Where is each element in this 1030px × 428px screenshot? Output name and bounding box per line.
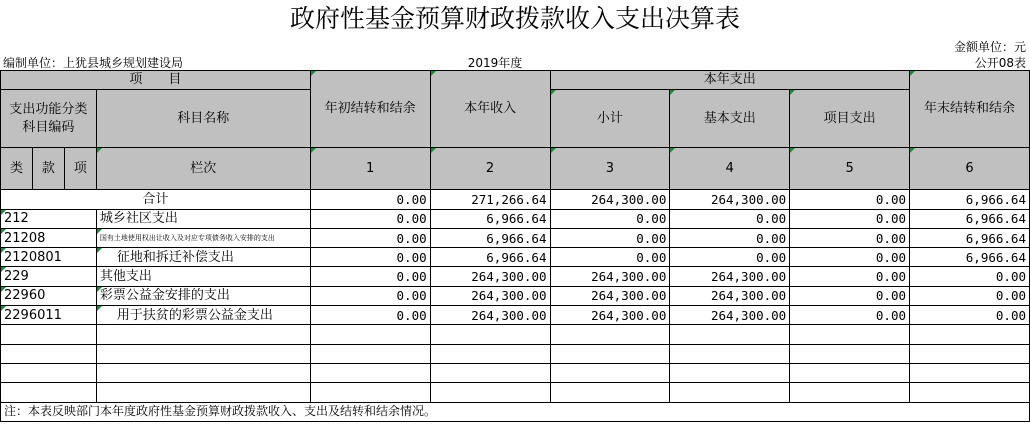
row-code: 2120801 (1, 248, 97, 267)
col-number-1: 1 (310, 148, 430, 190)
table-code: 公开08表 (974, 56, 1026, 70)
row-value: 0.00 (790, 267, 910, 286)
header-item: 项 目 (1, 71, 311, 90)
col-number-6: 6 (910, 148, 1030, 190)
row-value: 6,966.64 (910, 228, 1030, 247)
row-value: 0.00 (790, 286, 910, 305)
header-project-expense: 项目支出 (790, 90, 910, 148)
row-value: 0.00 (790, 228, 910, 247)
table-row (1, 228, 1030, 247)
row-value: 0.00 (310, 209, 430, 228)
row-value: 264,300.00 (550, 267, 670, 286)
row-value: 0.00 (550, 228, 670, 247)
row-value: 6,966.64 (430, 248, 550, 267)
empty-row (1, 363, 1030, 382)
row-value: 0.00 (310, 228, 430, 247)
col-number-5: 5 (790, 148, 910, 190)
empty-row (1, 344, 1030, 363)
row-value: 0.00 (910, 306, 1030, 325)
col-number-2: 2 (430, 148, 550, 190)
row-name: 彩票公益金安排的支出 (96, 286, 310, 305)
col-number-3: 3 (550, 148, 670, 190)
header-lei: 类 (1, 148, 33, 190)
row-value: 264,300.00 (670, 267, 790, 286)
row-value: 6,966.64 (910, 209, 1030, 228)
total-basic-expense: 264,300.00 (670, 190, 790, 209)
row-value: 0.00 (670, 209, 790, 228)
row-value: 264,300.00 (430, 286, 550, 305)
total-subtotal: 264,300.00 (550, 190, 670, 209)
row-code: 2296011 (1, 306, 97, 325)
header-kuan: 款 (32, 148, 64, 190)
row-value: 264,300.00 (430, 306, 550, 325)
header-closing-balance: 年末结转和结余 (910, 71, 1030, 148)
header-basic-expense: 基本支出 (670, 90, 790, 148)
table-note: 注：本表反映部门本年度政府性基金预算财政拨款收入、支出及结转和结余情况。 (1, 402, 1030, 421)
row-value: 264,300.00 (430, 267, 550, 286)
column-row-label: 栏次 (96, 148, 310, 190)
row-value: 6,966.64 (910, 248, 1030, 267)
fiscal-year: 2019年度 (467, 56, 523, 70)
row-code: 212 (1, 209, 97, 228)
fund-budget-table (0, 70, 1030, 422)
header-name-label: 科目名称 (96, 90, 310, 148)
row-name: 国有土地使用权出让收入及对应专项债务收入安排的支出 (96, 228, 310, 247)
row-code: 22960 (1, 286, 97, 305)
row-value: 264,300.00 (550, 306, 670, 325)
amount-unit: 金额单位：元 (953, 40, 1026, 54)
table-row (1, 286, 1030, 305)
table-row (1, 306, 1030, 325)
table-row (1, 248, 1030, 267)
row-name: 用于扶贫的彩票公益金支出 (96, 306, 310, 325)
row-value: 0.00 (910, 286, 1030, 305)
row-name: 征地和拆迁补偿支出 (96, 248, 310, 267)
empty-row (1, 325, 1030, 344)
row-value: 0.00 (790, 306, 910, 325)
header-code-label: 支出功能分类科目编码 (1, 90, 97, 148)
row-value: 0.00 (550, 248, 670, 267)
report-title: 政府性基金预算财政拨款收入支出决算表 (289, 4, 740, 33)
row-name: 其他支出 (96, 267, 310, 286)
table-row (1, 267, 1030, 286)
row-value: 0.00 (670, 228, 790, 247)
row-code: 229 (1, 267, 97, 286)
total-closing-balance: 6,966.64 (910, 190, 1030, 209)
row-value: 0.00 (310, 286, 430, 305)
row-code: 21208 (1, 228, 97, 247)
row-value: 0.00 (910, 267, 1030, 286)
total-label: 合计 (1, 190, 311, 209)
row-value: 6,966.64 (430, 209, 550, 228)
row-value: 264,300.00 (670, 286, 790, 305)
row-value: 6,966.64 (430, 228, 550, 247)
total-project-expense: 0.00 (790, 190, 910, 209)
header-income: 本年收入 (430, 71, 550, 148)
header-expense-group: 本年支出 (550, 71, 910, 90)
organization-label: 编制单位：上犹县城乡规划建设局 (3, 56, 184, 70)
row-name: 城乡社区支出 (96, 209, 310, 228)
row-value: 264,300.00 (670, 306, 790, 325)
row-value: 0.00 (550, 209, 670, 228)
row-value: 0.00 (790, 248, 910, 267)
empty-row (1, 383, 1030, 402)
row-value: 0.00 (670, 248, 790, 267)
row-value: 0.00 (790, 209, 910, 228)
total-opening-balance: 0.00 (310, 190, 430, 209)
row-value: 0.00 (310, 248, 430, 267)
total-row (1, 190, 1030, 209)
header-opening-balance: 年初结转和结余 (310, 71, 430, 148)
row-value: 0.00 (310, 267, 430, 286)
header-xiang: 项 (64, 148, 96, 190)
header-subtotal: 小计 (550, 90, 670, 148)
table-row (1, 209, 1030, 228)
col-number-4: 4 (670, 148, 790, 190)
row-value: 0.00 (310, 306, 430, 325)
total-income: 271,266.64 (430, 190, 550, 209)
row-value: 264,300.00 (550, 286, 670, 305)
